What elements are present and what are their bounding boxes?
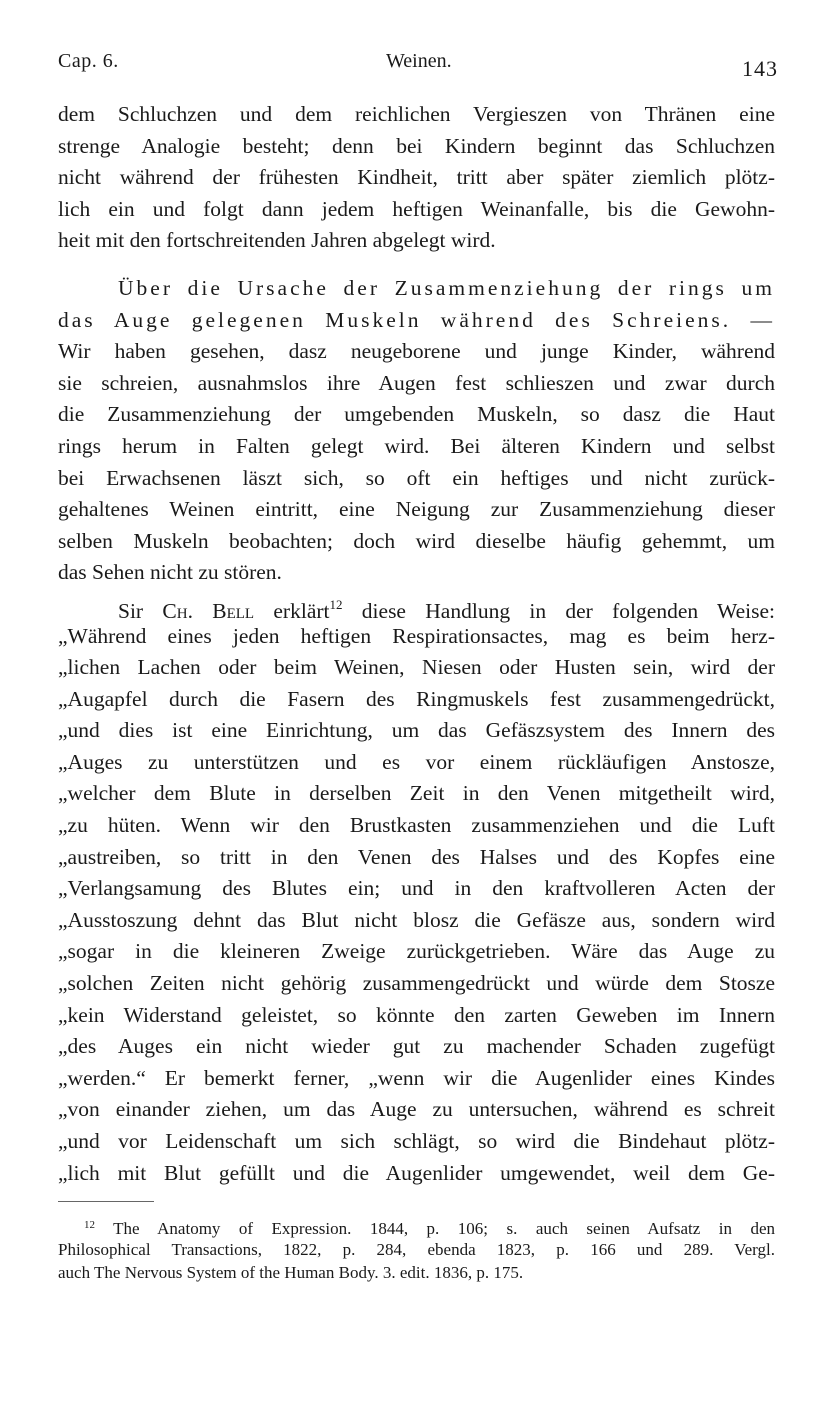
quote-line: „und dies ist eine Einrichtung, um das Gefäszsystem des Innern des: [58, 718, 775, 743]
text-fragment: diese Handlung in der folgenden Weise:: [342, 598, 775, 623]
text-line: bei Erwachsenen läszt sich, so oft ein heftiges und nicht zurück-: [58, 465, 775, 490]
text-fragment: erklärt: [254, 598, 330, 623]
footnote-reference[interactable]: 12: [329, 596, 343, 612]
text-line: lich ein und folgt dann jedem heftigen Weinanfalle, bis die Gewohn-: [58, 196, 775, 221]
section-heading-line: Über die Ursache der Zusammenziehung der rings um: [118, 275, 775, 300]
text-line: nicht während der frühesten Kindheit, tritt aber später ziemlich plötz-: [58, 165, 775, 190]
paragraph-gap: [58, 257, 775, 273]
quote-line: „Auges zu unterstützen und es vor einem rückläufigen Anstosze,: [58, 749, 775, 774]
quote-line: „sogar in die kleineren Zweige zurückgetrieben. Wäre das Auge zu: [58, 939, 775, 964]
quote-line: „und vor Leidenschaft um sich schlägt, so wird die Bindehaut plötz-: [58, 1129, 775, 1153]
footnote-text: The Anatomy of Expression. 1844, p. 106; s. auch seinen Aufsatz in den: [95, 1219, 775, 1238]
quote-line: „solchen Zeiten nicht gehörig zusammengedrückt und würde dem Stosze: [58, 971, 775, 996]
footnote-line: Philosophical Transactions, 1822, p. 284, ebenda 1823, p. 166 und 289. Vergl.: [58, 1239, 775, 1259]
text-line: das Sehen nicht zu stören.: [58, 560, 282, 585]
text-line: heit mit den fortschreitenden Jahren abgelegt wird.: [58, 228, 496, 253]
running-title: Weinen.: [386, 50, 452, 72]
quote-line: „zu hüten. Wenn wir den Brustkasten zusammenziehen und die Luft: [58, 813, 775, 838]
chapter-label: Cap. 6.: [58, 50, 119, 72]
text-line: selben Muskeln beobachten; doch wird dieselbe häufig gehemmt, um: [58, 528, 775, 553]
text-line: [58, 589, 775, 621]
paragraph-3: [58, 589, 775, 1189]
running-header: [58, 50, 778, 80]
quote-line: „kein Widerstand geleistet, so könnte den zarten Geweben im Innern: [58, 1002, 775, 1027]
quote-line: „Während eines jeden heftigen Respirationsactes, mag es beim herz-: [58, 623, 775, 648]
text-line: gehaltenes Weinen eintritt, eine Neigung zur Zusammenziehung dieser: [58, 497, 775, 522]
quote-line: „werden.“ Er bemerkt ferner, „wenn wir die Augenlider eines Kindes: [58, 1065, 775, 1090]
quote-line: „Verlangsamung des Blutes ein; und in den kraftvolleren Acten der: [58, 876, 775, 901]
text-line: rings herum in Falten gelegt wird. Bei älteren Kindern und selbst: [58, 433, 775, 458]
text-line: die Zusammenziehung der umgebenden Muskeln, so dasz die Haut: [58, 402, 775, 427]
quote-line: „Ausstoszung dehnt das Blut nicht blosz die Gefäsze aus, sondern wird: [58, 907, 775, 932]
footnote-marker: 12: [84, 1219, 95, 1231]
text-fragment: Sir: [118, 598, 163, 623]
quote-line: „austreiben, so tritt in den Venen des Halses und des Kopfes eine: [58, 844, 775, 869]
text-line: dem Schluchzen und dem reichlichen Vergieszen von Thränen eine: [58, 102, 775, 126]
quote-line: „von einander ziehen, um das Auge zu untersuchen, während es schreit: [58, 1097, 775, 1122]
author-name: Ch. Bell: [162, 598, 255, 623]
quote-line: „Augapfel durch die Fasern des Ringmuskels fest zusammengedrückt,: [58, 686, 775, 711]
text-line: sie schreien, ausnahmslos ihre Augen fest schlieszen und zwar durch: [58, 370, 775, 395]
section-heading-line: das Auge gelegenen Muskeln während des Schreiens. —: [58, 307, 775, 332]
main-text: [58, 99, 775, 1189]
paragraph-2: [58, 273, 775, 589]
paragraph-1: [58, 99, 775, 257]
quote-line: „lichen Lachen oder beim Weinen, Niesen oder Husten sein, wird der: [58, 655, 775, 680]
quote-line: „lich mit Blut gefüllt und die Augenlider umgewendet, weil dem Ge-: [58, 1160, 775, 1185]
footnote-line: [58, 1214, 775, 1238]
quote-line: „des Auges ein nicht wieder gut zu machender Schaden zugefügt: [58, 1034, 775, 1059]
footnote-divider: [58, 1201, 154, 1202]
text-line: strenge Analogie besteht; denn bei Kindern beginnt das Schluchzen: [58, 133, 775, 158]
footnote-line: auch The Nervous System of the Human Body. 3. edit. 1836, p. 175.: [58, 1263, 524, 1282]
quote-line: „welcher dem Blute in derselben Zeit in den Venen mitgetheilt wird,: [58, 781, 775, 806]
text-line: Wir haben gesehen, dasz neugeborene und junge Kinder, während: [58, 339, 775, 364]
footnote: [58, 1214, 775, 1285]
page-number: 143: [742, 56, 778, 81]
